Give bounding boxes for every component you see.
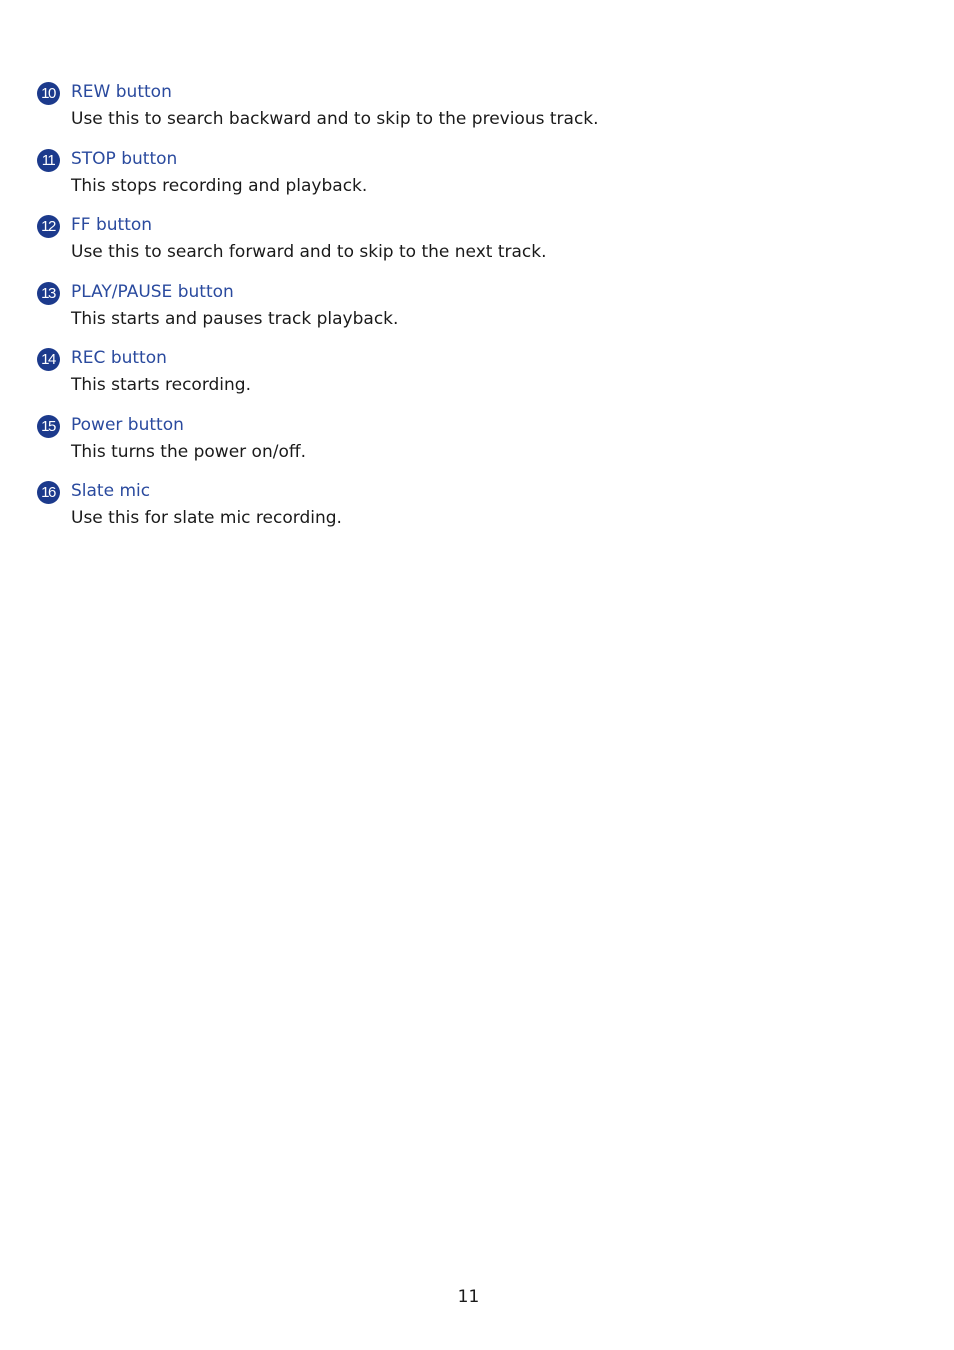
item-number-badge: 12	[37, 215, 60, 238]
item-number-badge: 14	[37, 348, 60, 371]
list-item-slate-mic	[37, 479, 917, 546]
item-list	[37, 80, 917, 546]
item-title: Slate mic	[71, 481, 151, 501]
item-number-badge: 10	[37, 82, 60, 105]
item-title: REW button	[71, 82, 172, 102]
item-description: This turns the power on/off.	[71, 441, 306, 462]
item-number-badge: 13	[37, 282, 60, 305]
item-description: This starts recording.	[71, 375, 251, 395]
page-number: 11	[457, 1287, 480, 1307]
item-title: STOP button	[71, 148, 178, 169]
list-item-rec	[37, 346, 917, 413]
item-description: This starts and pauses track playback.	[71, 308, 399, 329]
item-description: This stops recording and playback.	[71, 175, 368, 196]
item-number-badge: 11	[37, 149, 60, 172]
item-description: Use this to search backward and to skip to the previous track.	[71, 109, 599, 129]
item-title: FF button	[71, 215, 153, 235]
item-title: REC button	[71, 348, 167, 368]
item-description: Use this for slate mic recording.	[71, 508, 342, 528]
item-number-badge: 16	[37, 481, 60, 504]
item-title: PLAY/PAUSE button	[71, 281, 234, 302]
list-item-ff	[37, 213, 917, 280]
list-item-play-pause	[37, 280, 917, 347]
item-number-badge: 15	[37, 415, 60, 438]
list-item-stop	[37, 147, 917, 214]
item-title: Power button	[71, 414, 184, 435]
list-item-power	[37, 413, 917, 480]
list-item-rew	[37, 80, 917, 147]
item-description: Use this to search forward and to skip to the next track.	[71, 242, 547, 262]
